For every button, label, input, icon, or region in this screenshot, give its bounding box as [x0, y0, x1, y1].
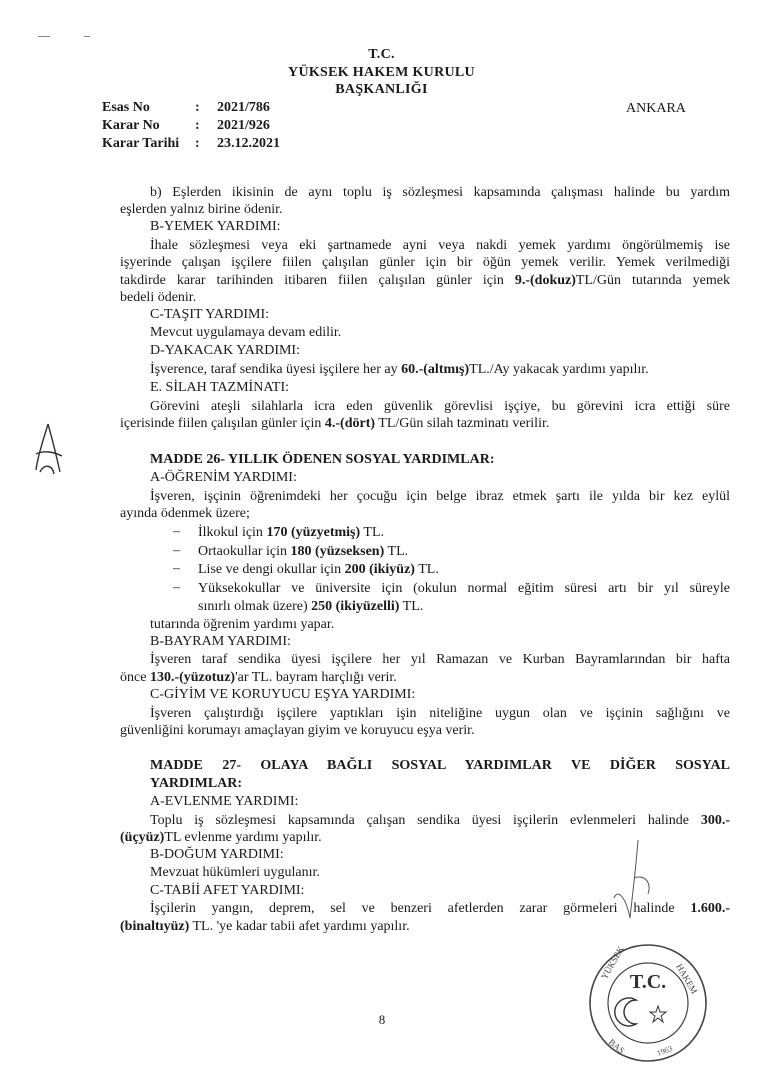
- article-26-b-title: B-BAYRAM YARDIMI:: [150, 634, 291, 649]
- section-d-title: D-YAKACAK YARDIMI:: [150, 343, 300, 358]
- esas-value: 2021/786: [217, 100, 270, 115]
- para-holiday-1: İşveren taraf sendika üyesi işçilere her yıl Ramazan ve Kurban Bayramlarından bir hafta: [150, 652, 730, 667]
- article-27-a-title: A-EVLENME YARDIMI:: [150, 794, 299, 809]
- scan-mark: [84, 36, 90, 37]
- para-clothing-1: İşveren çalıştırdığı işçilere yaptıkları işin niteliğine uygun olan ve işçinin sağlığını ve: [150, 706, 730, 721]
- para-birth: Mevzuat hükümleri uygulanır.: [150, 865, 320, 880]
- colon: :: [195, 136, 200, 151]
- article-26-title: MADDE 26- YILLIK ÖDENEN SOSYAL YARDIMLAR:: [150, 452, 495, 467]
- city: ANKARA: [626, 101, 686, 116]
- para-meal-1: İhale sözleşmesi veya eki şartnamede ayni veya nakdi yemek yardımı öngörülmemiş ise: [150, 238, 730, 253]
- para-marriage-1: Toplu iş sözleşmesi kapsamında çalışan sendika üyesi işçilerin evlenmeleri halinde 300.-: [150, 813, 730, 828]
- list-item: Ortaokullar için 180 (yüzseksen) TL.: [198, 544, 409, 559]
- para-weapon-1: Görevini ateşli silahlarla icra eden güvenlik görevlisi işçiye, bu görevini icra ettiği süre: [150, 399, 730, 414]
- tarih-row: [102, 136, 280, 152]
- article-26-a-title: A-ÖĞRENİM YARDIMI:: [150, 470, 297, 485]
- list-dash: –: [173, 543, 180, 558]
- para-transport: Mevcut uygulamaya devam edilir.: [150, 325, 342, 340]
- karar-label: Karar No: [102, 118, 160, 133]
- article-26-c-title: C-GİYİM VE KORUYUCU EŞYA YARDIMI:: [150, 687, 416, 702]
- svg-text:HAKEM: HAKEM: [674, 962, 700, 996]
- para-meal-3: takdirde karar tarihinden itibaren fiilen çalışılan günler için 9.-(dokuz)TL/Gün tutarında yemek: [120, 273, 731, 288]
- para-education-2: ayında ödenmek üzere;: [120, 506, 250, 521]
- para-disaster-1: İşçilerin yangın, deprem, sel ve benzeri afetlerden zarar görmeleri halinde 1.600.-: [150, 901, 730, 916]
- svg-text:YÜKSEK: YÜKSEK: [599, 944, 626, 981]
- para-marriage-2: (üçyüz)TL evlenme yardımı yapılır.: [120, 830, 322, 845]
- list-item: İlkokul için 170 (yüzyetmiş) TL.: [198, 525, 384, 540]
- para-meal-2: işyerinde çalışan işçilere fiilen çalışılan günler için bir öğün yemek verilir. Yemek verilmediği: [120, 255, 730, 270]
- section-b-title: B-YEMEK YARDIMI:: [150, 219, 281, 234]
- official-seal-stamp: [578, 838, 718, 1073]
- karar-row: [102, 118, 270, 134]
- section-e-title: E. SİLAH TAZMİNATI:: [150, 380, 289, 395]
- header-institution: YÜKSEK HAKEM KURULU: [288, 65, 475, 80]
- tarih-label: Karar Tarihi: [102, 136, 180, 151]
- list-item-continued: sınırlı olmak üzere) 250 (ikiyüzelli) TL.: [198, 599, 424, 614]
- para-disaster-2: (binaltıyüz) TL. 'ye kadar tabii afet yardımı yapılır.: [120, 919, 410, 934]
- para-education-1: İşveren, işçinin öğrenimdeki her çocuğu için belge ibraz etmek şartı ile yılda bir kez eylül: [150, 489, 730, 504]
- list-item: Yüksekokullar ve üniversite için (okulun normal eğitim süresi artı bir yıl süreyle: [198, 581, 730, 596]
- scan-mark: [38, 36, 50, 37]
- para-meal-4: bedeli ödenir.: [120, 290, 197, 305]
- header-tc: T.C.: [368, 47, 395, 62]
- page-number: 8: [378, 1012, 386, 1027]
- list-dash: –: [173, 524, 180, 539]
- para-holiday-2: önce 130.-(yüzotuz)'ar TL. bayram harçlığı verir.: [120, 670, 397, 685]
- list-item: Lise ve dengi okullar için 200 (ikiyüz) TL.: [198, 562, 439, 577]
- colon: :: [195, 100, 200, 115]
- para-education-3: tutarında öğrenim yardımı yapar.: [150, 617, 335, 632]
- header-presidency: BAŞKANLIĞI: [335, 82, 428, 97]
- article-27-title-cont: YARDIMLAR:: [150, 776, 243, 791]
- esas-row: [102, 100, 270, 116]
- article-27-c-title: C-TABİİ AFET YARDIMI:: [150, 883, 305, 898]
- list-dash: –: [173, 561, 180, 576]
- karar-value: 2021/926: [217, 118, 270, 133]
- colon: :: [195, 118, 200, 133]
- tarih-value: 23.12.2021: [217, 136, 280, 151]
- para-clothing-2: güvenliğini korumayı amaçlayan giyim ve koruyucu eşya verir.: [120, 723, 475, 738]
- svg-text:1963: 1963: [655, 1043, 674, 1058]
- section-c-title: C-TAŞIT YARDIMI:: [150, 307, 270, 322]
- esas-label: Esas No: [102, 100, 150, 115]
- para-fuel: İşverence, taraf sendika üyesi işçilere her ay 60.-(altmış)TL./Ay yakacak yardımı yapılır.: [150, 362, 649, 377]
- list-dash: –: [173, 580, 180, 595]
- svg-text:T.C.: T.C.: [629, 971, 667, 993]
- para-weapon-2: içerisinde fiilen çalışılan günler için 4.-(dört) TL/Gün silah tazminatı verilir.: [120, 416, 550, 431]
- article-27-b-title: B-DOĞUM YARDIMI:: [150, 847, 284, 862]
- para-spouse-1: b) Eşlerden ikisinin de aynı toplu iş sözleşmesi kapsamında çalışması halinde bu yardım: [150, 185, 730, 200]
- margin-initial-mark: [30, 420, 70, 480]
- svg-text:BAŞ: BAŞ: [606, 1036, 627, 1056]
- article-27-title: MADDE 27- OLAYA BAĞLI SOSYAL YARDIMLAR VE DİĞER SOSYAL: [150, 758, 730, 773]
- para-spouse-2: eşlerden yalnız birine ödenir.: [120, 202, 283, 217]
